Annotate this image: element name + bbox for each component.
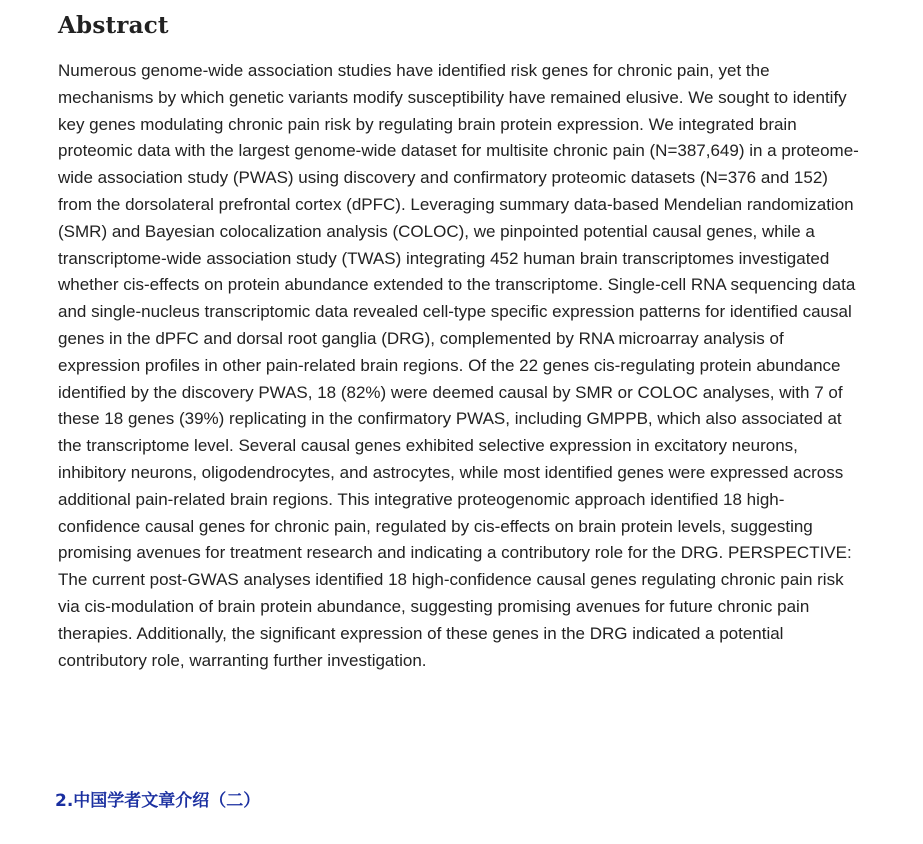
abstract-heading: Abstract bbox=[58, 12, 169, 39]
abstract-body: Numerous genome-wide association studies have identified risk genes for chronic pain, yet the mechanisms by which genetic variants modify susceptibility have remained elusive. We sought to identify key genes modulating chronic pain risk by regulating brain protein expression. We integrated brain proteomic data with the largest genome-wide dataset for multisite chronic pain (N=387,649) in a proteome-wide association study (PWAS) using discovery and confirmatory proteomic datasets (N=376 and 152) from the dorsolateral prefrontal cortex (dPFC). Leveraging summary data-based Mendelian randomization (SMR) and Bayesian colocalization analysis (COLOC), we pinpointed potential causal genes, while a transcriptome-wide association study (TWAS) integrating 452 human brain transcriptomes investigated whether cis-effects on protein abundance extended to the transcriptome. Single-cell RNA sequencing data and single-nucleus transcriptomic data revealed cell-type specific expression patterns for identified causal genes in the dPFC and dorsal root ganglia (DRG), complemented by RNA microarray analysis of expression profiles in other pain-related brain regions. Of the 22 genes cis-regulating protein abundance identified by the discovery PWAS, 18 (82%) were deemed causal by SMR or COLOC analyses, with 7 of these 18 genes (39%) replicating in the confirmatory PWAS, including GMPPB, which also associated at the transcriptome level. Several causal genes exhibited selective expression in excitatory neurons, inhibitory neurons, oligodendrocytes, and astrocytes, while most identified genes were expressed across additional pain-related brain regions. This integrative proteogenomic approach identified 18 high-confidence causal genes for chronic pain, regulated by cis-effects on brain protein levels, suggesting promising avenues for treatment research and indicating a contributory role for the DRG. PERSPECTIVE: The current post-GWAS analyses identified 18 high-confidence causal genes regulating chronic pain risk via cis-modulation of brain protein abundance, suggesting promising avenues for future chronic pain therapies. Additionally, the significant expression of these genes in the DRG indicated a potential contributory role, warranting further investigation. bbox=[58, 61, 859, 670]
section-heading: 2.中国学者文章介绍（二） bbox=[55, 791, 261, 811]
